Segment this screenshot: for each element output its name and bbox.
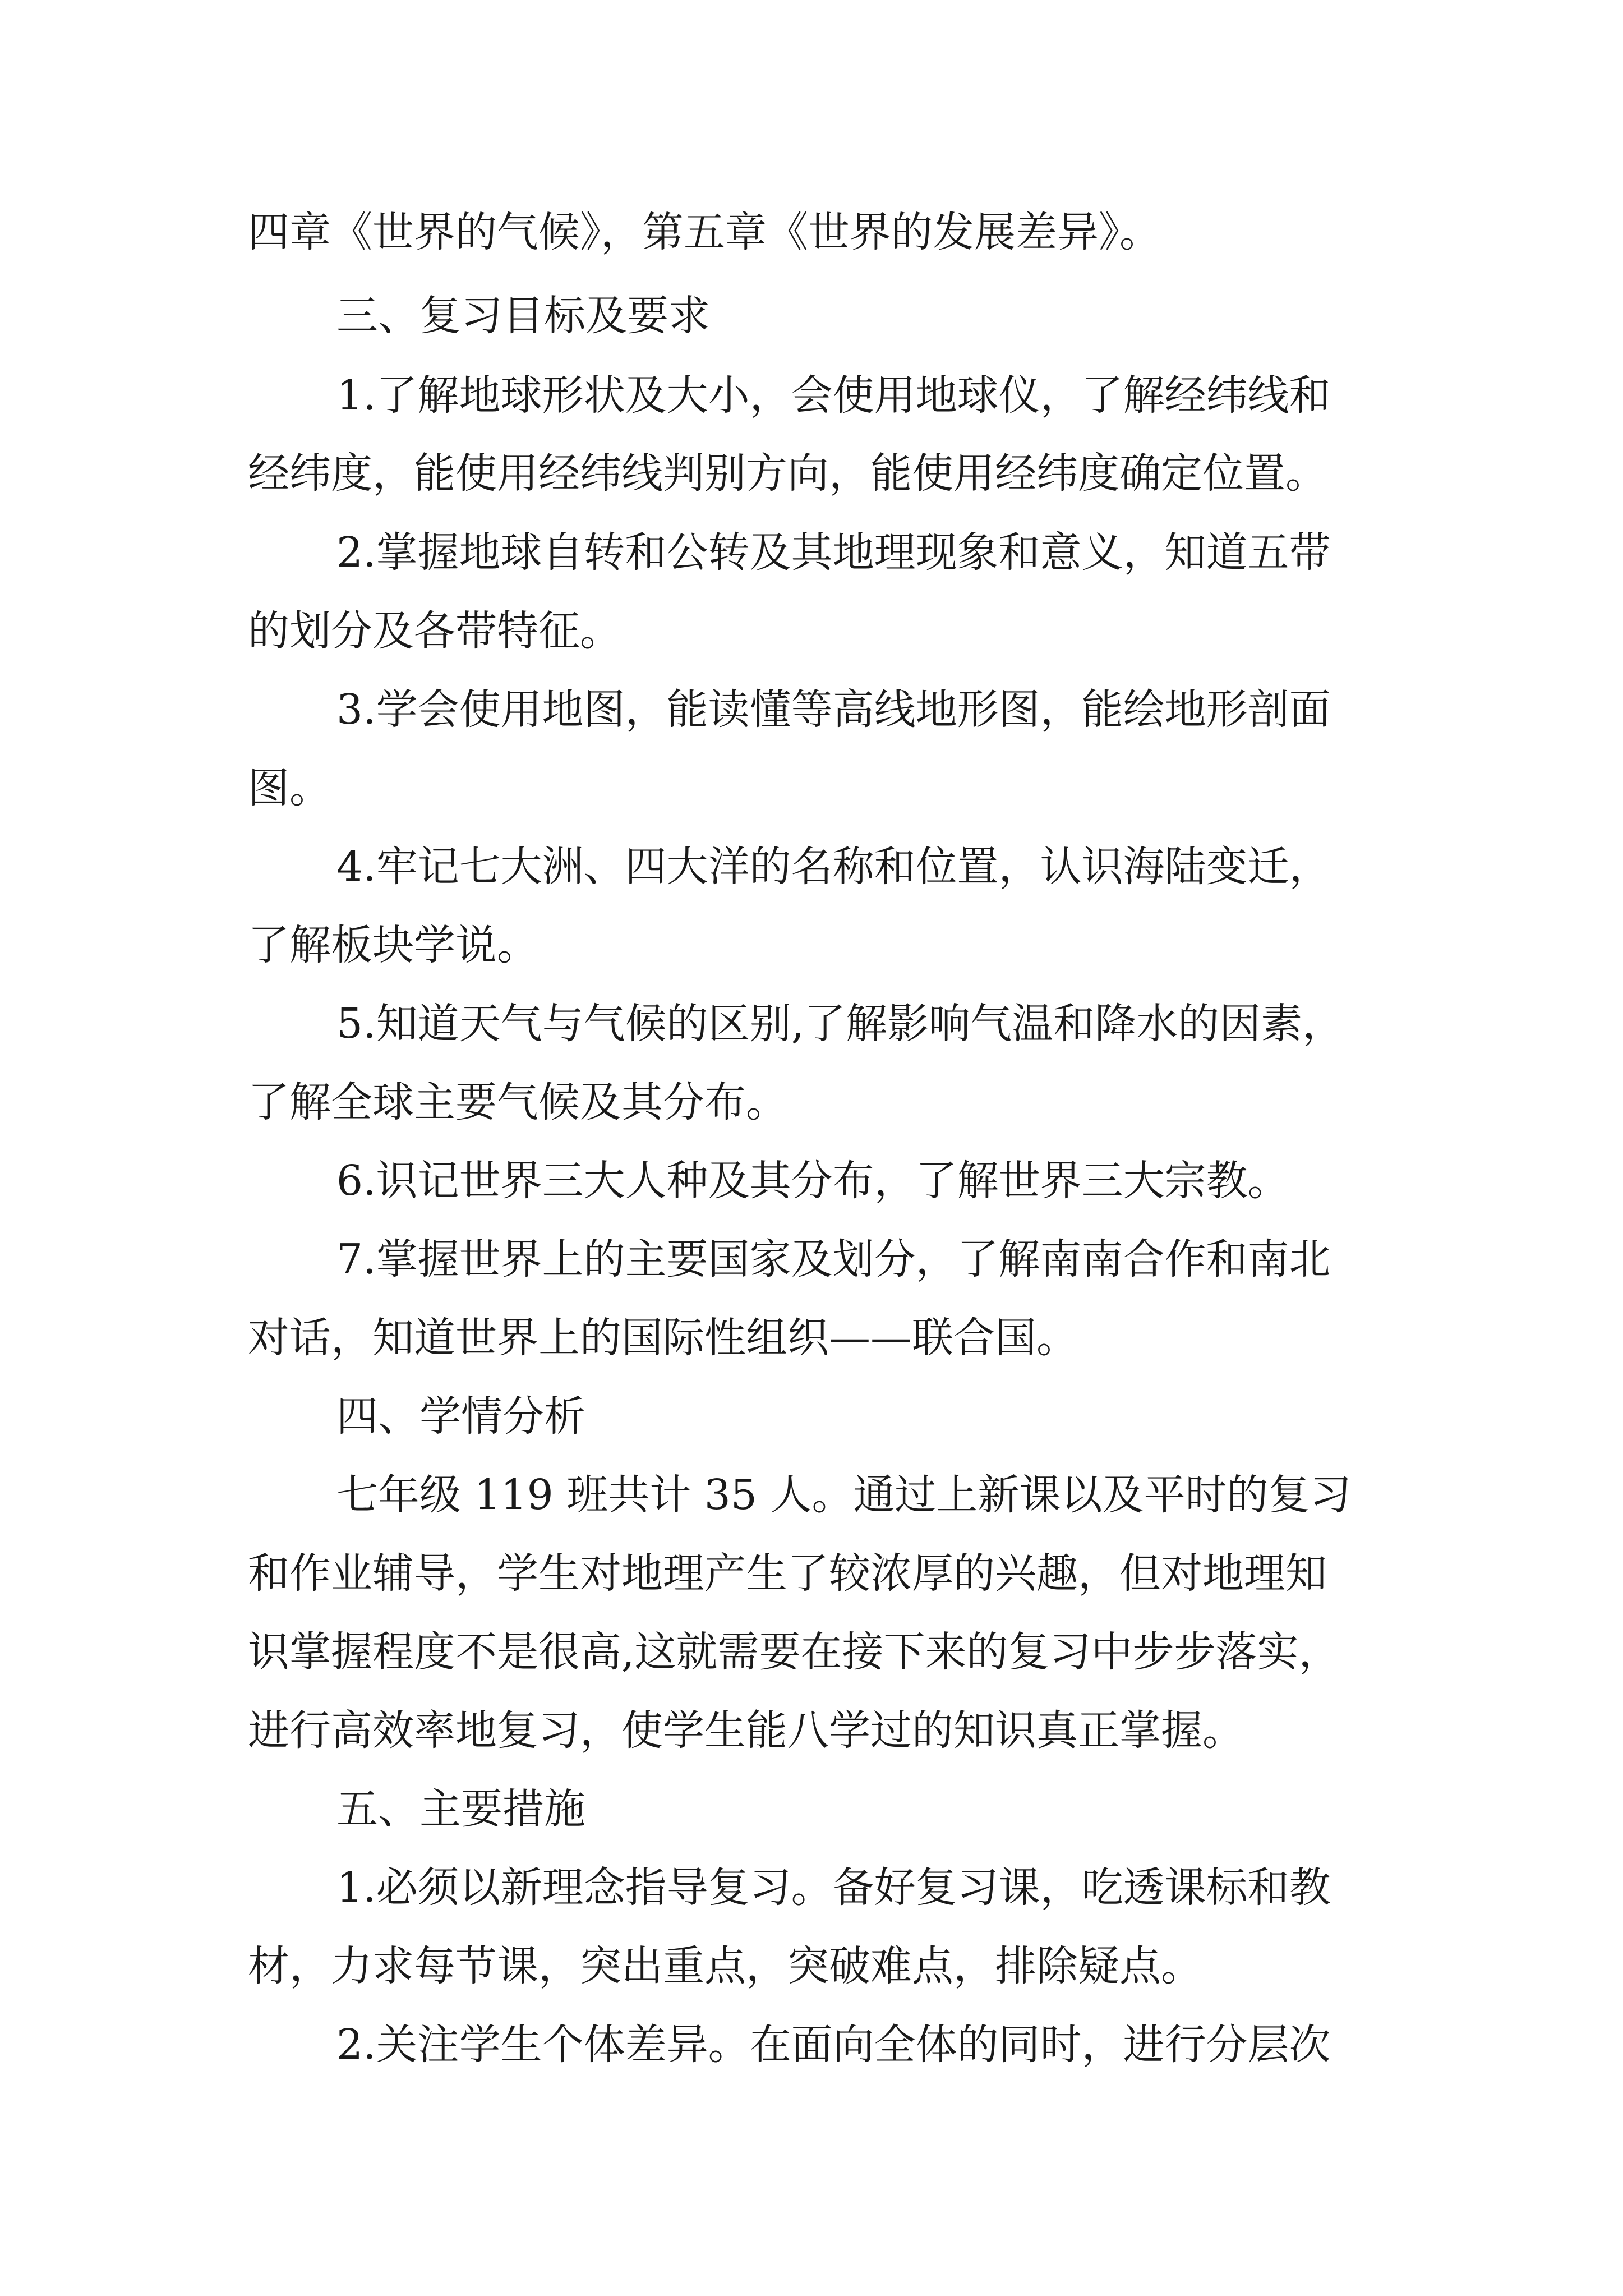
text-line: 4.牢记七大洲、四大洋的名称和位置，认识海陆变迁，: [336, 843, 1331, 891]
text-line: 2.关注学生个体差异。在面向全体的同时，进行分层次: [336, 2021, 1331, 2069]
text-line: 材，力求每节课，突出重点，突破难点，排除疑点。: [248, 1942, 1202, 1990]
section-heading: 四、学情分析: [336, 1392, 585, 1441]
text-line: 四章《世界的气候》，第五章《世界的发展差异》。: [248, 208, 1161, 256]
text-line: 了解全球主要气候及其分布。: [248, 1078, 787, 1126]
text-line: 6.识记世界三大人种及其分布，了解世界三大宗教。: [336, 1157, 1289, 1205]
text-line: 7.掌握世界上的主要国家及划分，了解南南合作和南北: [336, 1235, 1331, 1283]
text-line: 1.必须以新理念指导复习。备好复习课，吃透课标和教: [336, 1864, 1331, 1912]
text-line: 的划分及各带特征。: [248, 607, 621, 655]
text-line: 和作业辅导，学生对地理产生了较浓厚的兴趣，但对地理知: [248, 1549, 1327, 1598]
section-heading: 五、主要措施: [336, 1785, 585, 1833]
text-line: 3.学会使用地图，能读懂等高线地形图，能绘地形剖面: [336, 685, 1331, 734]
section-heading: 三、复习目标及要求: [336, 292, 710, 340]
text-line: 七年级 119 班共计 35 人。通过上新课以及平时的复习: [336, 1471, 1352, 1519]
text-line: 图。: [248, 764, 331, 812]
text-line: 经纬度，能使用经纬线判别方向，能使用经纬度确定位置。: [248, 449, 1327, 498]
text-line: 了解板块学说。: [248, 921, 538, 969]
text-line: 2.掌握地球自转和公转及其地理现象和意义，知道五带: [336, 528, 1331, 577]
text-line: 1.了解地球形状及大小，会使用地球仪，了解经纬线和: [336, 371, 1331, 420]
text-line: 识掌握程度不是很高,这就需要在接下来的复习中步步落实，: [248, 1628, 1340, 1676]
text-line: 进行高效率地复习，使学生能八学过的知识真正掌握。: [248, 1706, 1244, 1755]
text-line: 对话，知道世界上的国际性组织——联合国。: [248, 1314, 1078, 1362]
text-line: 5.知道天气与气候的区别,了解影响气温和降水的因素，: [336, 1000, 1344, 1048]
